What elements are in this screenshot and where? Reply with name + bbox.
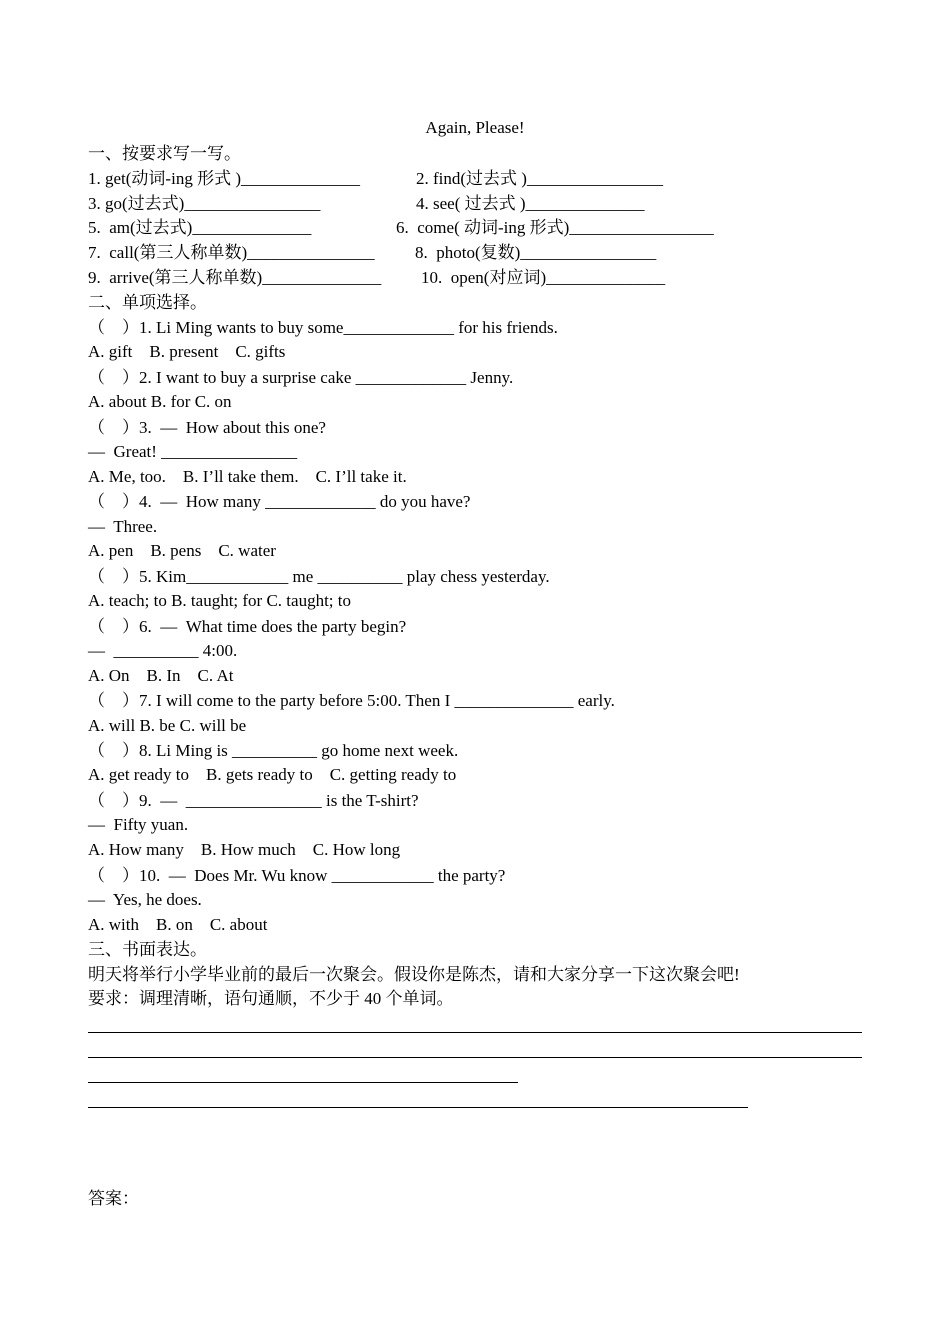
options-2: A. about B. for C. on [88,392,232,411]
writing-requirement: 要求：调理清晰，语句通顺，不少于 40 个单词。 [88,989,454,1008]
answer-line-9: — Fifty yuan. [88,815,189,834]
part1-item-2: 2. find(过去式 )________________ [416,169,663,188]
part1-item-10: 10. open(对应词)______________ [421,268,666,287]
answer-line-3: — Great! ________________ [88,442,298,461]
writing-rule-1[interactable] [88,1032,862,1033]
options-10: A. with B. on C. about [88,915,268,934]
options-1: A. gift B. present C. gifts [88,342,286,361]
options-6: A. On B. In C. At [88,666,234,685]
writing-rule-3[interactable] [88,1082,518,1083]
page-title: Again, Please! [425,118,525,137]
answers-heading: 答案： [88,1189,139,1208]
question-1: （ ）1. Li Ming wants to buy some_____________ for his friends. [88,318,558,337]
question-4: （ ）4. — How many _____________ do you have? [88,492,471,511]
part1-item-3: 3. go(过去式)________________ [88,194,321,213]
part1-item-7: 7. call(第三人称单数)_______________ [88,243,375,262]
options-4: A. pen B. pens C. water [88,541,276,560]
answer-line-4: — Three. [88,517,158,536]
part1-item-8: 8. photo(复数)________________ [415,243,657,262]
section-heading-1: 一、按要求写一写。 [88,144,241,163]
part1-item-6: 6. come( 动词-ing 形式)_________________ [396,218,714,237]
question-9: （ ）9. — ________________ is the T-shirt? [88,791,419,810]
section-heading-2: 二、单项选择。 [88,293,207,312]
options-3: A. Me, too. B. I’ll take them. C. I’ll take it. [88,467,407,486]
question-5: （ ）5. Kim____________ me __________ play chess yesterday. [88,567,550,586]
writing-prompt: 明天将举行小学毕业前的最后一次聚会。假设你是陈杰，请和大家分享一下这次聚会吧! [88,965,740,984]
section-heading-3: 三、书面表达。 [88,940,207,959]
part1-item-5: 5. am(过去式)______________ [88,218,312,237]
writing-rule-4[interactable] [88,1107,748,1108]
question-8: （ ）8. Li Ming is __________ go home next week. [88,741,459,760]
answer-line-10: — Yes, he does. [88,890,202,909]
options-9: A. How many B. How much C. How long [88,840,401,859]
part1-item-1: 1. get(动词-ing 形式 )______________ [88,169,360,188]
answer-line-6: — __________ 4:00. [88,641,238,660]
writing-rule-2[interactable] [88,1057,862,1058]
question-3: （ ）3. — How about this one? [88,418,326,437]
options-8: A. get ready to B. gets ready to C. getting ready to [88,765,457,784]
question-10: （ ）10. — Does Mr. Wu know ____________ the party? [88,866,506,885]
part1-item-4: 4. see( 过去式 )______________ [416,194,645,213]
question-6: （ ）6. — What time does the party begin? [88,617,407,636]
part1-item-9: 9. arrive(第三人称单数)______________ [88,268,382,287]
options-7: A. will B. be C. will be [88,716,247,735]
options-5: A. teach; to B. taught; for C. taught; to [88,591,351,610]
question-7: （ ）7. I will come to the party before 5:00. Then I ______________ early. [88,691,615,710]
question-2: （ ）2. I want to buy a surprise cake _____________ Jenny. [88,368,514,387]
